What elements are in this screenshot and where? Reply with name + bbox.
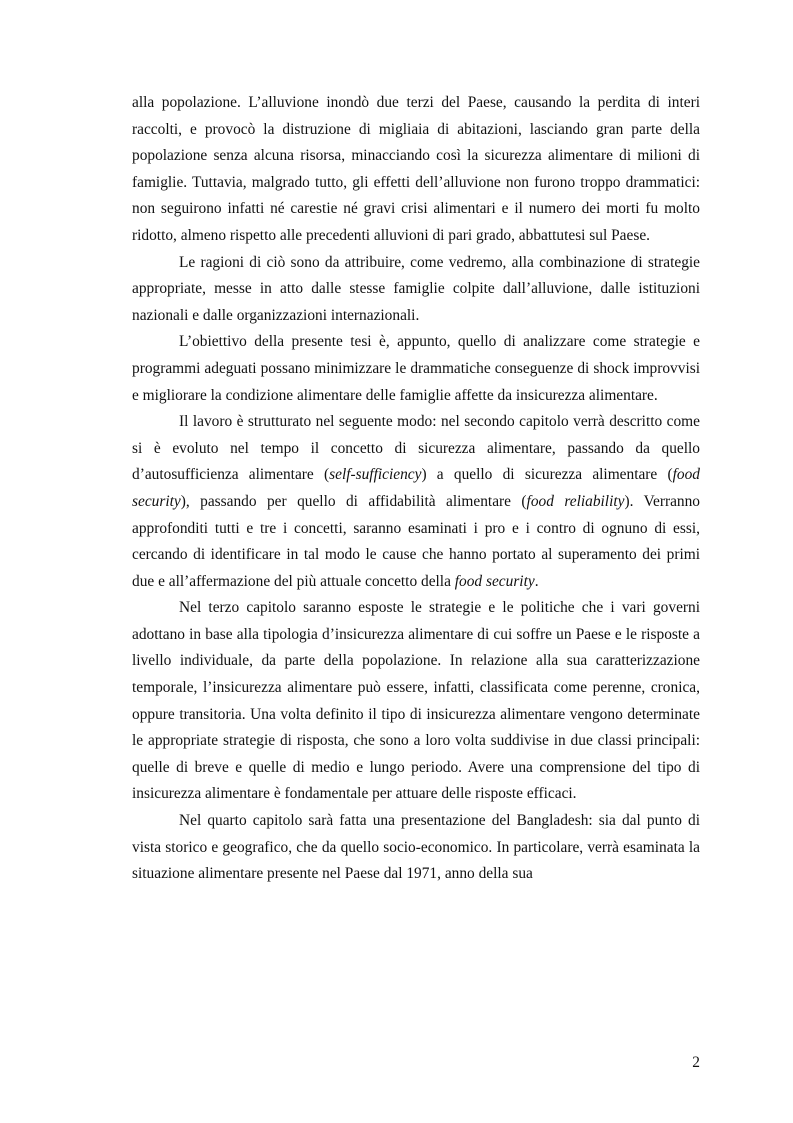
- text-run: alla popolazione. L’alluvione inondò due terzi del Paese, causando la perdita di interi raccolti, e provocò la distruzione di migliaia di abitazioni, lasciando gran parte della popolazione senza alcuna risorsa, minacciando così la sicurezza alimentare di milioni di famiglie. Tuttavia, malgrado tutto, gli effetti dell’alluvione non furono troppo drammatici: non seguirono infatti né carestie né gravi crisi alimentari e il numero dei morti fu molto ridotto, almeno rispetto alle precedenti alluvioni di pari grado, abbattutesi sul Paese.: [132, 94, 700, 244]
- italic-term: food reliability: [526, 492, 625, 510]
- text-run: Nel quarto capitolo sarà fatta una presentazione del Bangladesh: sia dal punto di vista storico e geografico, che da quello socio-economico. In particolare, verrà esaminata la situazione alimentare presente nel Paese dal 1971, anno della sua: [132, 812, 700, 883]
- text-run: .: [534, 572, 539, 590]
- italic-term: self-sufficiency: [329, 466, 422, 484]
- paragraph: [132, 250, 700, 330]
- text-run: ) a quello di sicurezza alimentare (: [421, 466, 673, 484]
- page-number: 2: [692, 1054, 700, 1071]
- paragraph: [132, 409, 700, 595]
- document-body: [132, 90, 700, 888]
- text-run: ). Verranno approfonditi tutti e tre i concetti, saranno esaminati i pro e i contro di ognuno di essi, cercando di identificare in tal modo le cause che hanno portato al superamento dei primi due e all’affermazione del più attuale concetto della: [132, 492, 700, 590]
- paragraph: [132, 595, 700, 808]
- text-run: ), passando per quello di affidabilità alimentare (: [180, 492, 527, 510]
- paragraph: [132, 90, 700, 250]
- paragraph: [132, 808, 700, 888]
- italic-term: food security: [454, 572, 535, 590]
- text-run: Il lavoro è strutturato nel seguente modo: nel secondo capitolo verrà descritto come si è evoluto nel tempo il concetto di sicurezza alimentare, passando da quello d’autosufficienza alimentare (: [132, 413, 700, 484]
- text-run: Le ragioni di ciò sono da attribuire, come vedremo, alla combinazione di strategie appropriate, messe in atto dalle stesse famiglie colpite dall’alluvione, dalle istituzioni nazionali e dalle organizzazioni internazionali.: [132, 253, 700, 324]
- text-run: L’obiettivo della presente tesi è, appunto, quello di analizzare come strategie e programmi adeguati possano minimizzare le drammatiche conseguenze di shock improvvisi e migliorare la condizione alimentare delle famiglie affette da insicurezza alimentare.: [132, 333, 700, 404]
- paragraph: [132, 329, 700, 409]
- text-run: Nel terzo capitolo saranno esposte le strategie e le politiche che i vari governi adottano in base alla tipologia d’insicurezza alimentare di cui soffre un Paese e le risposte a livello individuale, da parte della popolazione. In relazione alla sua caratterizzazione temporale, l’insicurezza alimentare può essere, infatti, classificata come perenne, cronica, oppure transitoria. Una volta definito il tipo di insicurezza alimentare vengono determinate le appropriate strategie di risposta, che sono a loro volta suddivise in due classi principali: quelle di breve e quelle di medio e lungo periodo. Avere una comprensione del tipo di insicurezza alimentare è fondamentale per attuare delle risposte efficaci.: [132, 599, 700, 803]
- italic-term: food security: [132, 466, 701, 510]
